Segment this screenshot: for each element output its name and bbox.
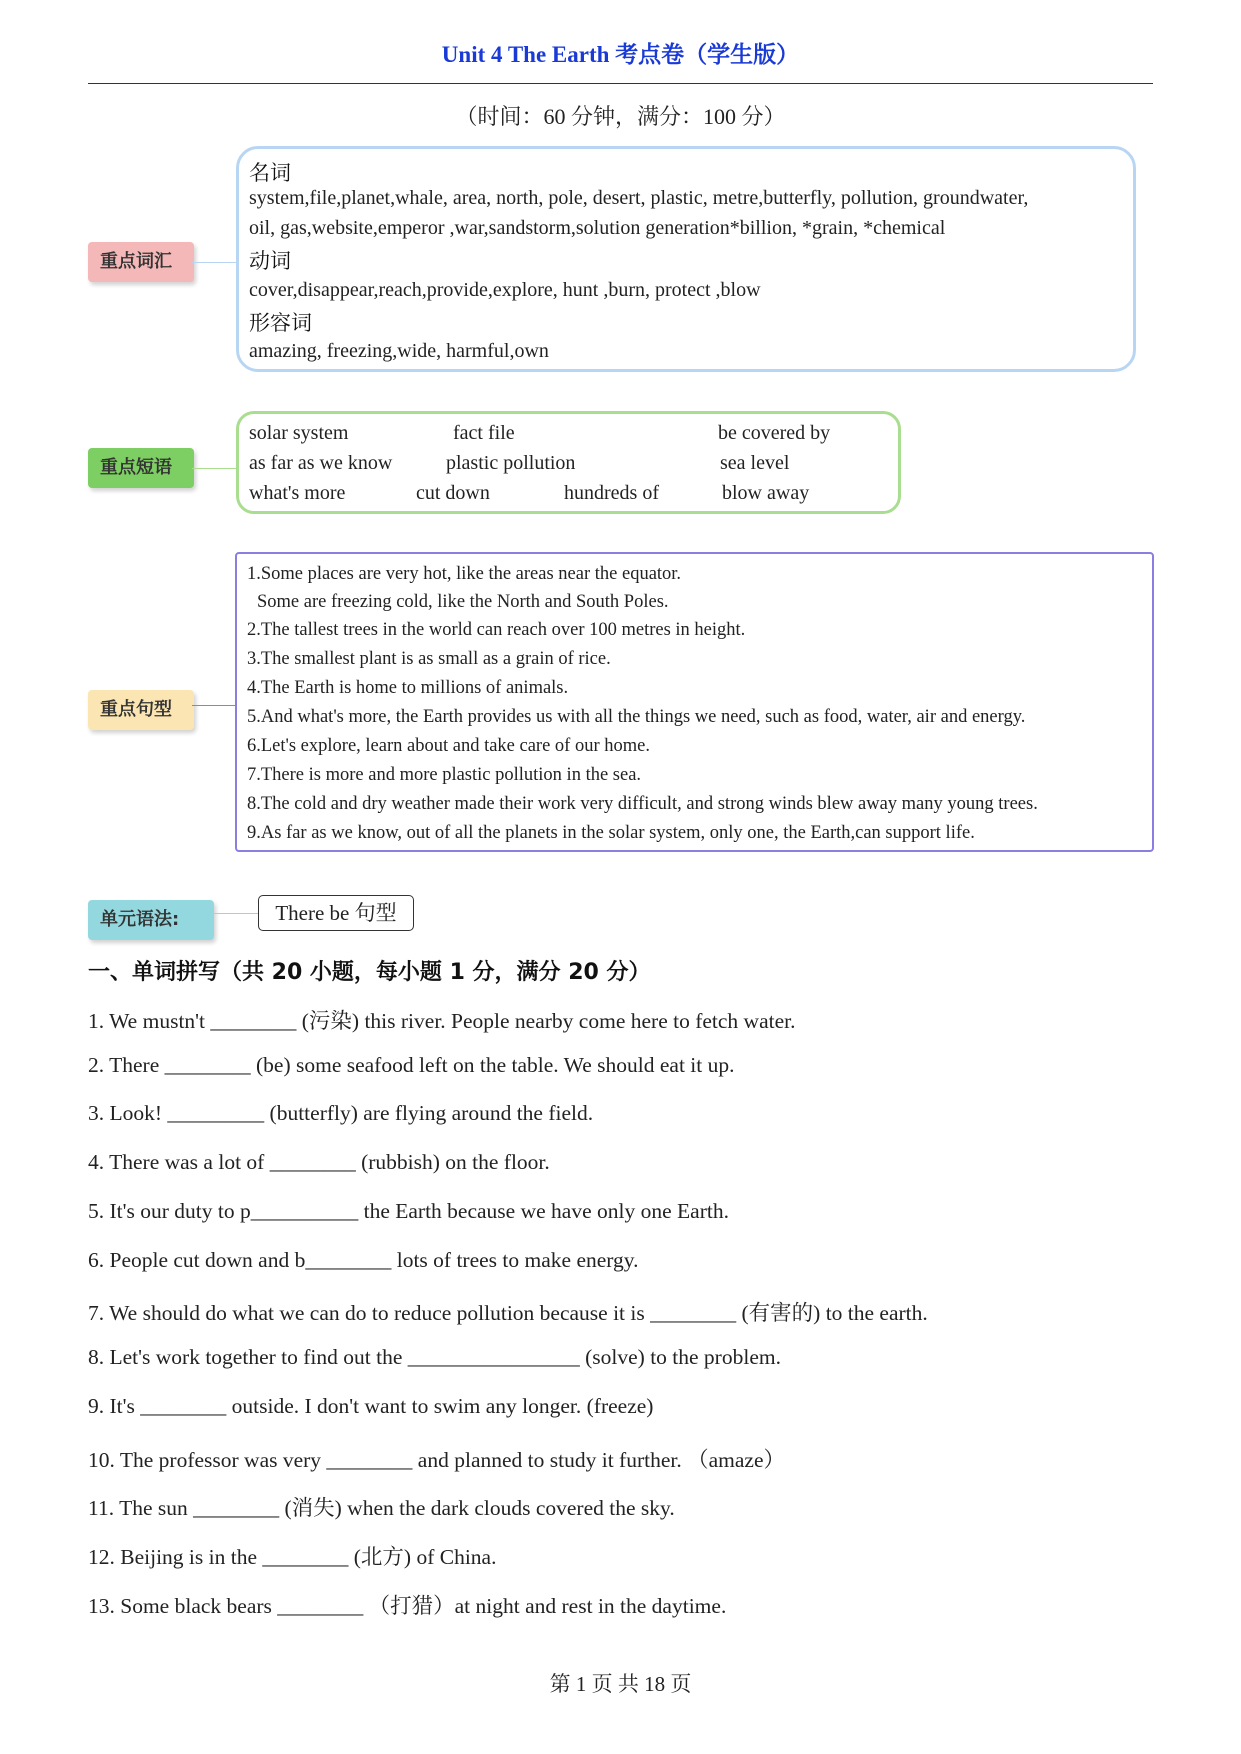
adj-line: amazing, freezing,wide, harmful,own bbox=[249, 340, 549, 362]
phrase-connector bbox=[192, 468, 236, 469]
vocab-box bbox=[236, 146, 1136, 372]
question-item: 11. The sun ________ (消失) when the dark clouds covered the sky. bbox=[88, 1496, 675, 1520]
phrase-item: be covered by bbox=[718, 422, 831, 444]
section-heading: 一、单词拼写（共 20 小题，每小题 1 分，满分 20 分） bbox=[88, 960, 651, 985]
sentence-line: Some are freezing cold, like the North and South Poles. bbox=[257, 592, 669, 612]
adj-heading: 形容词 bbox=[249, 311, 312, 335]
phrase-box bbox=[236, 411, 901, 514]
noun-heading: 名词 bbox=[249, 161, 291, 185]
verb-line: cover,disappear,reach,provide,explore, hunt ,burn, protect ,blow bbox=[249, 279, 761, 301]
phrase-item: fact file bbox=[453, 422, 515, 444]
question-item: 5. It's our duty to p__________ the Earth because we have only one Earth. bbox=[88, 1199, 729, 1223]
phrase-item: solar system bbox=[249, 422, 349, 444]
vocab-tag: 重点词汇 bbox=[88, 242, 194, 282]
question-item: 6. People cut down and b________ lots of trees to make energy. bbox=[88, 1248, 639, 1272]
phrase-item: sea level bbox=[720, 452, 790, 474]
question-item: 9. It's ________ outside. I don't want to swim any longer. (freeze) bbox=[88, 1394, 654, 1418]
phrase-item: hundreds of bbox=[564, 482, 659, 504]
question-item: 12. Beijing is in the ________ (北方) of China. bbox=[88, 1545, 497, 1569]
header-divider bbox=[88, 83, 1153, 84]
sentence-line: 2.The tallest trees in the world can reach over 100 metres in height. bbox=[247, 620, 746, 640]
question-item: 8. Let's work together to find out the ________________ (solve) to the problem. bbox=[88, 1345, 781, 1369]
sentence-tag: 重点句型 bbox=[88, 690, 194, 730]
sentence-box bbox=[235, 552, 1154, 852]
sentence-line: 4.The Earth is home to millions of animals. bbox=[247, 678, 569, 698]
sentence-line: 6.Let's explore, learn about and take care of our home. bbox=[247, 736, 650, 756]
noun-line-2: oil, gas,website,emperor ,war,sandstorm,solution generation*billion, *grain, *chemical bbox=[249, 217, 946, 239]
phrase-tag: 重点短语 bbox=[88, 448, 194, 488]
question-item: 13. Some black bears ________ （打猎）at night and rest in the daytime. bbox=[88, 1594, 727, 1618]
sentence-line: 5.And what's more, the Earth provides us with all the things we need, such as food, water, air and energy. bbox=[247, 707, 1026, 727]
question-item: 2. There ________ (be) some seafood left on the table. We should eat it up. bbox=[88, 1053, 735, 1077]
question-item: 4. There was a lot of ________ (rubbish) on the floor. bbox=[88, 1150, 550, 1174]
question-item: 7. We should do what we can do to reduce pollution because it is ________ (有害的) to the earth. bbox=[88, 1301, 928, 1325]
vocab-connector bbox=[192, 262, 236, 263]
grammar-tag: 单元语法: bbox=[88, 900, 214, 940]
phrase-item: as far as we know bbox=[249, 452, 393, 474]
grammar-connector bbox=[214, 913, 258, 914]
grammar-box: There be 句型 bbox=[258, 895, 414, 931]
phrase-item: cut down bbox=[416, 482, 490, 504]
sentence-line: 9.As far as we know, out of all the planets in the solar system, only one, the Earth,can support life. bbox=[247, 823, 975, 843]
question-item: 3. Look! _________ (butterfly) are flying around the field. bbox=[88, 1101, 594, 1125]
sentence-line: 1.Some places are very hot, like the areas near the equator. bbox=[247, 564, 682, 584]
page-title: Unit 4 The Earth 考点卷（学生版） bbox=[441, 42, 800, 67]
phrase-item: plastic pollution bbox=[446, 452, 576, 474]
page-number: 第 1 页 共 18 页 bbox=[549, 1672, 692, 1696]
sentence-line: 3.The smallest plant is as small as a grain of rice. bbox=[247, 649, 611, 669]
exam-time-note: （时间：60 分钟，满分：100 分） bbox=[455, 104, 786, 129]
question-item: 10. The professor was very ________ and planned to study it further. （amaze） bbox=[88, 1448, 785, 1472]
phrase-item: blow away bbox=[722, 482, 810, 504]
verb-heading: 动词 bbox=[249, 249, 291, 273]
sentence-connector bbox=[192, 705, 235, 706]
sentence-line: 7.There is more and more plastic pollution in the sea. bbox=[247, 765, 642, 785]
noun-line-1: system,file,planet,whale, area, north, pole, desert, plastic, metre,butterfly, pollution, groundwater, bbox=[249, 187, 1029, 209]
question-item: 1. We mustn't ________ (污染) this river. People nearby come here to fetch water. bbox=[88, 1009, 796, 1033]
sentence-line: 8.The cold and dry weather made their work very difficult, and strong winds blew away many young trees. bbox=[247, 794, 1038, 814]
phrase-item: what's more bbox=[249, 482, 346, 504]
